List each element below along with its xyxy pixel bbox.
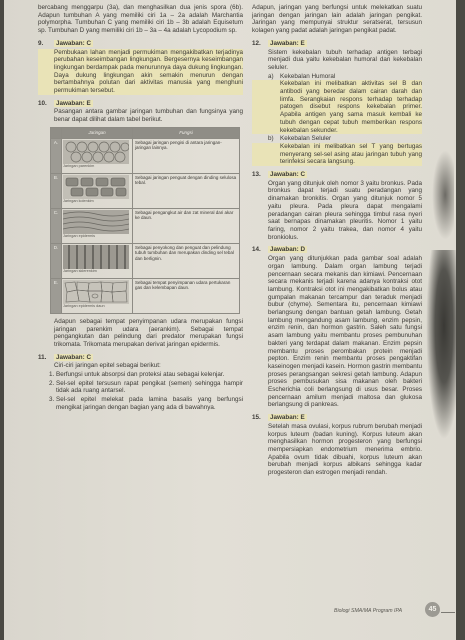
answer-9-heading xyxy=(38,40,243,48)
tissue-caption: Jaringan epidermis daun xyxy=(63,303,105,308)
after-table-paragraph: Adapun sebagai tempat penyimpanan udara merupakan fungsi jaringan parenkim udara (aerankim). Sebagai tempat pengangkutan dan pelindung dari predator merupakan fungsi trikomata. Trikomata merupakan derivat jaringan epidermis. xyxy=(54,317,243,348)
answer-label: Jawaban: E xyxy=(56,99,91,107)
answer-label: Jawaban: C xyxy=(56,353,91,361)
tissue-image-parenkim xyxy=(62,138,133,173)
subheading: Kekebalan Humoral xyxy=(280,72,336,80)
answer-number: 10. xyxy=(38,99,47,107)
epidermis-daun-illustration xyxy=(63,280,129,304)
table-row xyxy=(51,208,240,243)
list-marker: a) xyxy=(268,72,274,80)
answer-14-heading xyxy=(252,246,422,254)
table-row xyxy=(51,278,240,313)
answer-11-body: Ciri-ciri jaringan epitel sebagai berikut: xyxy=(54,362,161,370)
table-header-blank xyxy=(51,127,62,138)
table-header-jaringan: Jaringan xyxy=(62,127,133,138)
answer-label: Jawaban: C xyxy=(56,39,91,47)
page-edge-line xyxy=(441,612,455,613)
list-item: 1. Berfungsi untuk absorpsi dan proteksi atau sebagai kelenjar. xyxy=(56,371,243,379)
humoral-body: Kekebalan ini melibatkan aktivitas sel B dan antibodi yang beredar dalam cairan darah dan limfa. Serangkaian respons terhadap terhadap patogen disebut respons kekebalan primer. Apabila antigen yang sama masuk kembali ke tubuh dengan cepat tubuh memberikan respons kekebalan sekunder. xyxy=(252,80,422,134)
answer-label: Jawaban: D xyxy=(270,246,305,254)
tissue-function: Sebagai jaringan penguat dengan dinding selulosa tebal. xyxy=(133,173,240,208)
row-letter: C. xyxy=(51,208,62,243)
sklerenkim-illustration xyxy=(63,245,129,269)
answer-number: 11. xyxy=(38,353,47,361)
answer-number: 9. xyxy=(38,39,44,47)
answer-15-body: Setelah masa ovulasi, korpus rubrum berubah menjadi korpus luteum (badan kuning). Korpus luteum akan menghasilkan hormon progesteron yang berfungsi mempersiapkan endometrium menerima embrio. Apabila ovum tidak dibuahi, korpus luteum akan berubah menjadi korpus albikans sehingga kadar progesteron dan estrogen menjadi rendah. xyxy=(268,422,422,477)
parenkim-illustration xyxy=(63,140,129,164)
tissue-function: Sebagai jaringan pengisi di antara jaringan-jaringan lainnya. xyxy=(133,138,240,173)
tissue-table xyxy=(50,127,240,314)
list-item: 3. Sel-sel epitel melekat pada lamina basalis yang berfungsi mengikat jaringan dengan bagian yang ada di bawahnya. xyxy=(56,396,243,411)
answer-number: 13. xyxy=(252,171,261,179)
answer-number: 12. xyxy=(252,39,261,47)
seluler-title xyxy=(252,135,422,143)
page-number: 45 xyxy=(425,602,440,617)
intro-paragraph: bercabang menggarpu (3a), dan menghasilkan dua jenis spora (6b). Adapun tumbuhan A yang memiliki ciri 1a – 2a adalah Marchantia polymorpha. Tumbuhan C yang memiliki ciri 1b – 3b adalah Equisetum sp. Tumbuhan D yang memiliki ciri 1b – 3a – 4a adalah Lycopodium sp. xyxy=(38,4,243,35)
answer-13-heading xyxy=(252,171,422,179)
tissue-function: Sebagai penyokong dan penguat dan pelindung tubuh tumbuhan dan merupakan dinding sel tebal dan berlignin. xyxy=(133,243,240,278)
row-letter: A. xyxy=(51,138,62,173)
answer-13-body: Organ yang ditunjuk oleh nomor 3 yaitu bronkus. Pada bronkus dapat terjadi suatu peradangan yang dinamakan bronkitis. Organ yang ditunjuk nomor 5 yaitu pleura. Pada pleura dapat mengalami peradangan cairan pleura sehingga timbul rasa nyeri saat bernapas dinamakan pleuritis. Nomor 1 yaitu faring, nomor 2 yaitu trakea, dan nomor 4 yaitu bronkiolus. xyxy=(268,179,422,241)
answer-11-heading xyxy=(38,354,243,362)
answer-10-heading xyxy=(38,100,243,108)
page-stain-light xyxy=(432,150,454,240)
answer-15-heading xyxy=(252,414,422,422)
seluler-body: Kekebalan ini melibatkan sel T yang bertugas menyerang sel-sel asing atau jaringan tubuh yang terinfeksi secara langsung. xyxy=(252,143,422,166)
answer-14-body: Organ yang ditunjukkan pada gambar soal adalah organ lambung. Dalam organ lambung terjadi pencernaan secara mekanis dan kimiawi. Pencernaan secara mekanis terjadi karena adanya kontraksi otot lambung. Kontraksi otot ini mengakibatkan bolus atau gumpalan makanan tercampur dan teraduk menjadi bubur (chyme). Sementara itu, pencernaan kimiawi berlangsung dengan bantuan getah lambung. Getah lambung mengandung asam lambung, enzim pepsin, enzim renin, dan hormon gastrin. Saleh satu fungsi asam lambung yaitu membantu proses pembunuhan bakteri yang terdapat dalam makanan. Enzim pepsin membantu proses perombakan protein menjadi pepton. Enzim renin membantu proses pengaktifan kaseinogen menjadi kasein. Hormon gastrin membantu proses perangsangan sekresi getah lambung. Adapun proses pembusukan sisa makanan oleh bakteri Escherichia coli berlangsung di usus besar. Proses pencernaan amilum menjadi maltosa dan glukosa berlangsung di pankreas. xyxy=(268,255,423,409)
page-stain-dark xyxy=(426,250,456,440)
answer-number: 14. xyxy=(252,246,261,254)
table-row xyxy=(51,173,240,208)
subheading: Kekebalan Seluler xyxy=(280,135,332,143)
row-letter: B. xyxy=(51,173,62,208)
tissue-caption: Jaringan epidermis xyxy=(63,233,96,238)
table-row xyxy=(51,138,240,173)
answer-12-body: Sistem kekebalan tubuh terhadap antigen terbagi menjadi dua yaitu kekebalan humoral dan kekebalan seluler. xyxy=(268,48,422,71)
answer-label: Jawaban: E xyxy=(270,414,305,422)
tissue-caption: Jaringan sklerenkim xyxy=(63,268,97,273)
epitel-list xyxy=(38,371,243,412)
table-row xyxy=(51,243,240,278)
answer-number: 15. xyxy=(252,414,261,422)
answer-label: Jawaban: C xyxy=(270,171,305,179)
humoral-title xyxy=(252,73,422,81)
answer-label: Jawaban: E xyxy=(270,39,305,47)
tissue-image-kolenkim xyxy=(62,173,133,208)
list-marker: b) xyxy=(268,135,274,143)
intro-paragraph: Adapun, jaringan yang berfungsi untuk melekatkan suatu jaringan dengan jaringan lain adalah jaringan pengikat. Jaringan yang mempunyai struktur seratserat, tersusun kolagen yang padat adalah jaringan pengikat padat. xyxy=(252,4,422,35)
left-column xyxy=(38,4,243,413)
table-header-row xyxy=(51,127,240,138)
epidermis-illustration xyxy=(63,210,129,234)
table-header-fungsi: Fungsi xyxy=(133,127,240,138)
book-page xyxy=(4,0,456,640)
row-letter: D. xyxy=(51,243,62,278)
answer-12-heading xyxy=(252,40,422,48)
right-column xyxy=(252,4,422,478)
tissue-caption: Jaringan parenkim xyxy=(63,163,95,168)
answer-9-body: Pembukaan lahan menjadi permukiman mengakibatkan terjadinya perubahan keseimbangan lingkungan. Bergesernya keseimbangan lingkungan berdampak pada menurunnya daya dukung lingkungan. Daya dukung lingkungan akin semakin menurun dengan bertambahnya polutan dari aktivitas manusia yang menghuni permukiman tersebut. xyxy=(38,49,243,95)
tissue-image-sklerenkim xyxy=(62,243,133,278)
list-item: 2. Sel-sel epitel tersusun rapat pengikat (semen) sehingga hampir tidak ada ruang antarsel. xyxy=(56,380,243,395)
kolenkim-illustration xyxy=(63,175,129,199)
row-letter: E. xyxy=(51,278,62,313)
tissue-function: Sebagai pengangkut air dan zat mineral dari akar ke daun. xyxy=(133,208,240,243)
answer-10-body: Pasangan antara gambar jaringan tumbuhan dan fungsinya yang benar dapat dilihat dalam tabel berikut. xyxy=(54,108,243,124)
tissue-function: Sebagai tempat penyimpanan udara pertukaran gas dan kelembapan daun. xyxy=(133,278,240,313)
tissue-caption: Jaringan kolenkim xyxy=(63,198,94,203)
tissue-image-epidermis-daun xyxy=(62,278,133,313)
tissue-image-epidermis xyxy=(62,208,133,243)
footer-book-title: Biologi SMA/MA Program IPA xyxy=(334,608,403,614)
